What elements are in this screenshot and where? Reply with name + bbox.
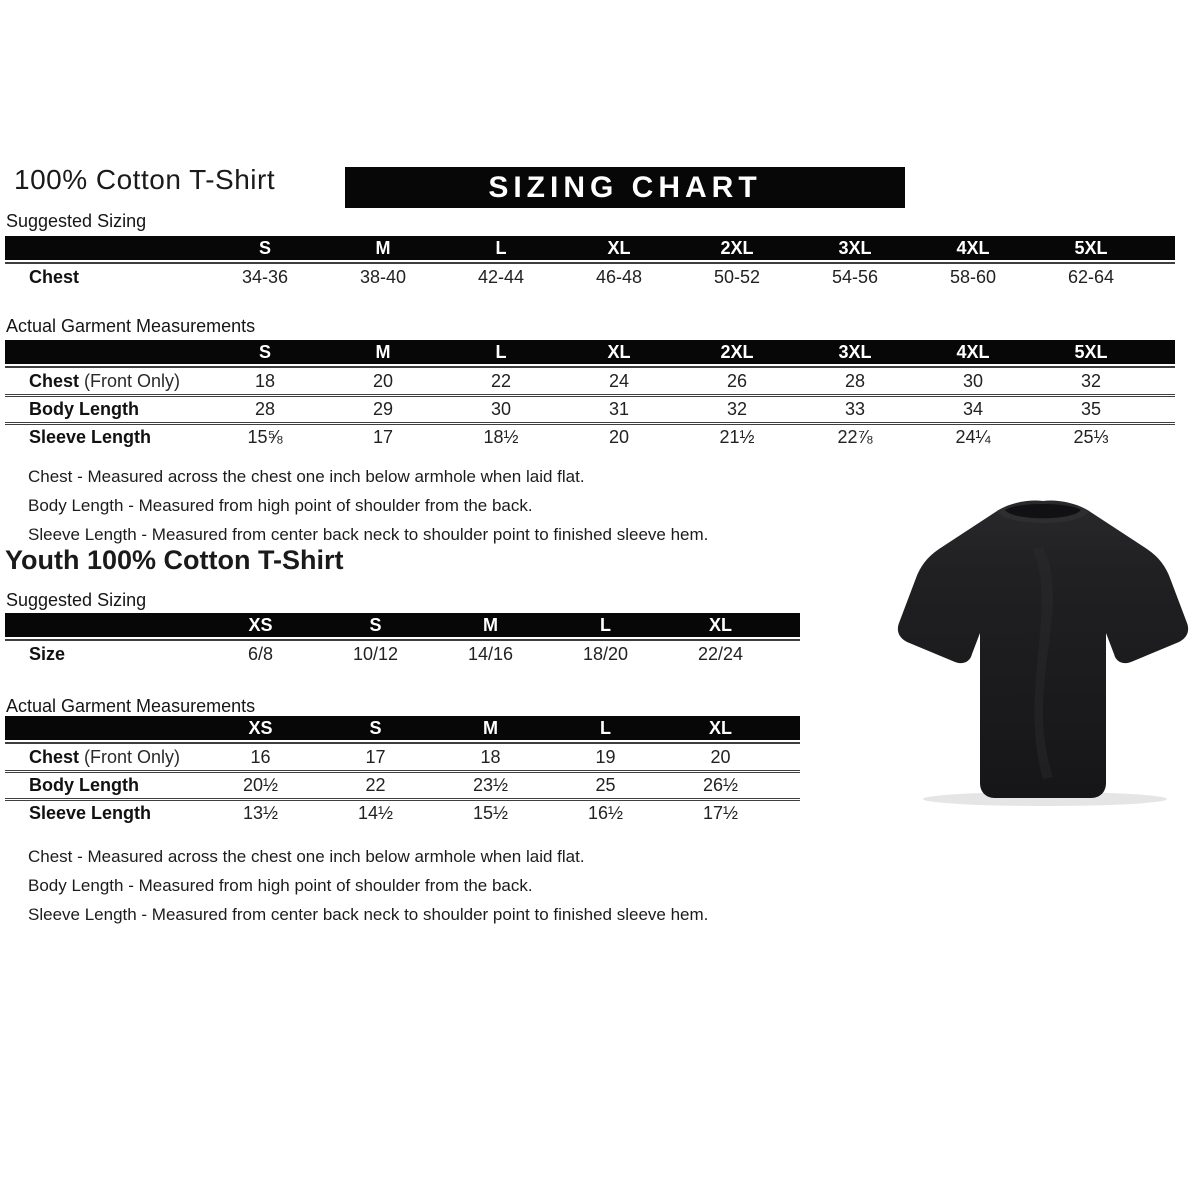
measurement-value: 14/16	[433, 639, 548, 667]
measurement-value: 32	[678, 394, 796, 422]
corner-cell	[5, 716, 203, 742]
sizing-chart-banner: SIZING CHART	[345, 167, 905, 208]
measurement-value: 21½	[678, 422, 796, 450]
measurement-value: 29	[324, 394, 442, 422]
corner-cell	[5, 236, 206, 262]
measurement-row	[5, 394, 1175, 422]
measurement-value: 17½	[663, 798, 778, 826]
spacer-cell	[778, 716, 800, 742]
size-header-row	[5, 340, 1175, 366]
note-body-length: Body Length - Measured from high point of shoulder from the back.	[28, 496, 533, 515]
measurement-value: 18	[206, 366, 324, 394]
size-column-header: 5XL	[1032, 236, 1150, 262]
size-column-header: 3XL	[796, 340, 914, 366]
measurement-value: 22	[442, 366, 560, 394]
spacer-cell	[1150, 422, 1175, 450]
measurement-value: 25⅓	[1032, 422, 1150, 450]
size-header-row	[5, 716, 800, 742]
measurement-row	[5, 639, 800, 667]
youth-section-title: Youth 100% Cotton T-Shirt	[5, 545, 344, 575]
youth-actual-measurements-heading: Actual Garment Measurements	[6, 696, 256, 716]
measurement-row	[5, 366, 1175, 394]
adult-section-title: 100% Cotton T-Shirt	[14, 164, 276, 195]
size-column-header: 2XL	[678, 236, 796, 262]
spacer-cell	[778, 639, 800, 667]
measurement-value: 20	[560, 422, 678, 450]
measurement-value: 18½	[442, 422, 560, 450]
size-column-header: M	[324, 236, 442, 262]
measurement-value: 34-36	[206, 262, 324, 290]
measurement-value: 33	[796, 394, 914, 422]
measurement-value: 18	[433, 742, 548, 770]
measurement-value: 19	[548, 742, 663, 770]
measurement-value: 24	[560, 366, 678, 394]
row-label: Chest (Front Only)	[5, 366, 206, 394]
row-label: Body Length	[5, 770, 203, 798]
measurement-value: 24¼	[914, 422, 1032, 450]
youth-suggested-sizing-heading: Suggested Sizing	[6, 590, 147, 610]
adult-suggested-sizing-heading: Suggested Sizing	[6, 211, 147, 231]
spacer-cell	[778, 798, 800, 826]
spacer-cell	[1150, 394, 1175, 422]
measurement-value: 46-48	[560, 262, 678, 290]
measurement-value: 23½	[433, 770, 548, 798]
measurement-value: 26	[678, 366, 796, 394]
measurement-value: 15½	[433, 798, 548, 826]
size-column-header: S	[318, 613, 433, 639]
youth-measurement-notes	[28, 842, 708, 929]
measurement-value: 17	[318, 742, 433, 770]
size-column-header: XS	[203, 716, 318, 742]
measurement-value: 14½	[318, 798, 433, 826]
measurement-value: 17	[324, 422, 442, 450]
measurement-value: 35	[1032, 394, 1150, 422]
measurement-value: 32	[1032, 366, 1150, 394]
size-column-header: 3XL	[796, 236, 914, 262]
row-label: Sleeve Length	[5, 422, 206, 450]
row-label: Size	[5, 639, 203, 667]
measurement-value: 16½	[548, 798, 663, 826]
size-column-header: 2XL	[678, 340, 796, 366]
corner-cell	[5, 340, 206, 366]
size-column-header: S	[206, 236, 324, 262]
note-chest: Chest - Measured across the chest one inch below armhole when laid flat.	[28, 467, 585, 486]
measurement-value: 58-60	[914, 262, 1032, 290]
size-column-header: XL	[663, 716, 778, 742]
size-column-header: 4XL	[914, 340, 1032, 366]
row-label: Chest (Front Only)	[5, 742, 203, 770]
size-column-header: S	[206, 340, 324, 366]
note-sleeve-length: Sleeve Length - Measured from center back neck to shoulder point to finished sleeve hem.	[28, 525, 709, 544]
measurement-row	[5, 770, 800, 798]
measurement-value: 25	[548, 770, 663, 798]
size-column-header: L	[548, 613, 663, 639]
size-column-header: M	[324, 340, 442, 366]
measurement-value: 28	[206, 394, 324, 422]
size-column-header: S	[318, 716, 433, 742]
size-column-header: L	[442, 236, 560, 262]
measurement-value: 20	[663, 742, 778, 770]
spacer-cell	[778, 742, 800, 770]
size-column-header: M	[433, 716, 548, 742]
measurement-value: 31	[560, 394, 678, 422]
row-label: Sleeve Length	[5, 798, 203, 826]
measurement-value: 22/24	[663, 639, 778, 667]
size-header-row	[5, 236, 1175, 262]
row-label: Body Length	[5, 394, 206, 422]
measurement-row	[5, 798, 800, 826]
measurement-value: 54-56	[796, 262, 914, 290]
measurement-value: 6/8	[203, 639, 318, 667]
size-column-header: XS	[203, 613, 318, 639]
row-label-note: (Front Only)	[79, 746, 181, 767]
spacer-cell	[1150, 366, 1175, 394]
measurement-value: 20½	[203, 770, 318, 798]
measurement-value: 28	[796, 366, 914, 394]
adult-actual-measurements-table	[5, 340, 1175, 450]
size-column-header: XL	[560, 236, 678, 262]
spacer-cell	[778, 770, 800, 798]
row-label-note: (Front Only)	[79, 370, 181, 391]
size-column-header: M	[433, 613, 548, 639]
spacer-cell	[1150, 340, 1175, 366]
adult-measurement-notes	[28, 462, 708, 549]
measurement-row	[5, 742, 800, 770]
measurement-value: 62-64	[1032, 262, 1150, 290]
measurement-value: 30	[914, 366, 1032, 394]
tshirt-photo	[893, 482, 1193, 812]
measurement-value: 42-44	[442, 262, 560, 290]
size-column-header: 4XL	[914, 236, 1032, 262]
tshirt-image	[893, 482, 1193, 812]
youth-suggested-sizing-table	[5, 613, 800, 667]
adult-suggested-sizing-table	[5, 236, 1175, 290]
size-header-row	[5, 613, 800, 639]
size-column-header: XL	[663, 613, 778, 639]
measurement-value: 10/12	[318, 639, 433, 667]
measurement-value: 50-52	[678, 262, 796, 290]
measurement-value: 13½	[203, 798, 318, 826]
measurement-value: 20	[324, 366, 442, 394]
measurement-value: 18/20	[548, 639, 663, 667]
note-chest: Chest - Measured across the chest one inch below armhole when laid flat.	[28, 847, 585, 866]
row-label: Chest	[5, 262, 206, 290]
spacer-cell	[778, 613, 800, 639]
spacer-cell	[1150, 262, 1175, 290]
note-body-length: Body Length - Measured from high point of shoulder from the back.	[28, 876, 533, 895]
size-column-header: L	[548, 716, 663, 742]
measurement-value: 34	[914, 394, 1032, 422]
measurement-row	[5, 262, 1175, 290]
measurement-value: 22⅞	[796, 422, 914, 450]
note-sleeve-length: Sleeve Length - Measured from center back neck to shoulder point to finished sleeve hem.	[28, 905, 709, 924]
youth-actual-measurements-table	[5, 716, 800, 826]
measurement-value: 38-40	[324, 262, 442, 290]
measurement-value: 16	[203, 742, 318, 770]
measurement-value: 26½	[663, 770, 778, 798]
measurement-row	[5, 422, 1175, 450]
corner-cell	[5, 613, 203, 639]
spacer-cell	[1150, 236, 1175, 262]
adult-actual-measurements-heading: Actual Garment Measurements	[6, 316, 256, 336]
measurement-value: 15⅝	[206, 422, 324, 450]
size-column-header: L	[442, 340, 560, 366]
size-column-header: 5XL	[1032, 340, 1150, 366]
size-column-header: XL	[560, 340, 678, 366]
measurement-value: 22	[318, 770, 433, 798]
measurement-value: 30	[442, 394, 560, 422]
